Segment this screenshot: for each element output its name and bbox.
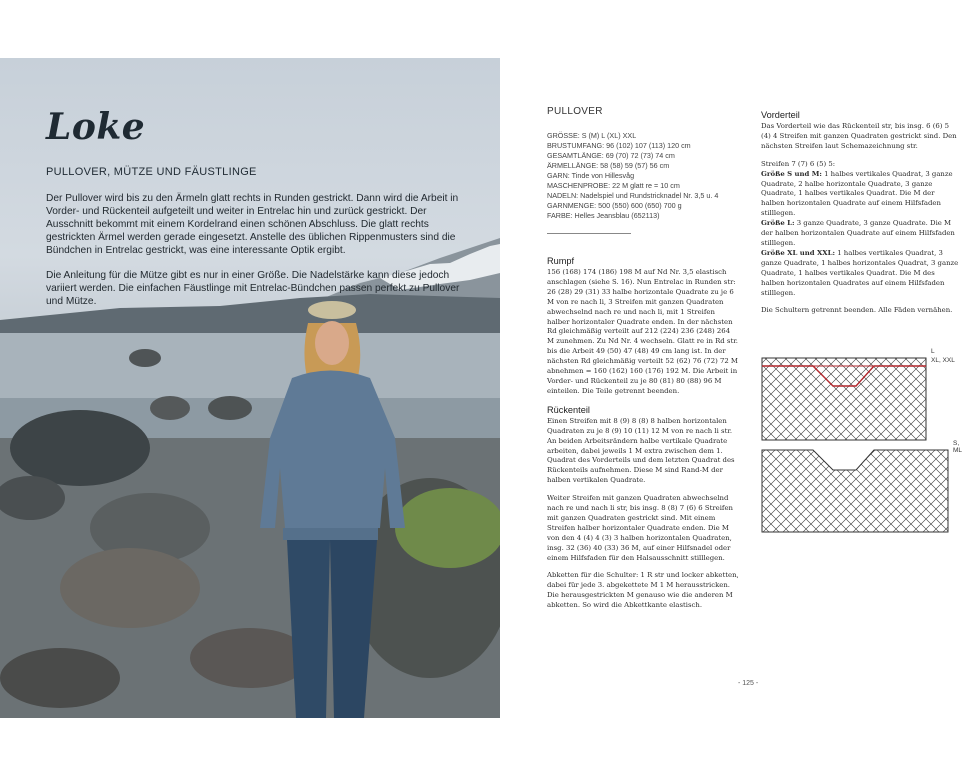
size-s-m-label: Größe S und M: — [761, 169, 822, 178]
spec-chest: BRUSTUMFANG: 96 (102) 107 (113) 120 cm — [547, 141, 691, 150]
divider — [547, 233, 631, 234]
spec-needles: NADELN: Nadelspiel und Rundstricknadel Nr. 3,5 u. 4 — [547, 191, 719, 200]
rueckenteil-text-2: Weiter Streifen mit ganzen Quadraten abwechselnd nach re und nach li str, bis insg. 8 (8) 7 (6) 6 Streifen mit ganzen Quadraten gestrickt sind. Mit einem Streifen halber horizontaler Quadrate enden. Die M von den 4 (4) 4 (3) 3 halben horizontalen Quadraten, insg. 32 (36) 40 (33) 36 M, auf einer Hilfsnadel oder einem Hilfsfaden für den Halsausschnitt stilllegen. — [547, 494, 733, 562]
schema-label-l: L — [931, 348, 935, 355]
spec-yarn: GARN: Tinde von Hillesvåg — [547, 171, 635, 180]
vorderteil-streifen: Streifen 7 (7) 6 (5) 5: — [761, 159, 836, 168]
schematic-front — [762, 358, 926, 440]
size-xl-instructions — [761, 249, 959, 299]
schematic-diagrams — [761, 348, 963, 559]
rock — [10, 410, 150, 486]
rock — [150, 396, 190, 420]
pattern-subtitle: PULLOVER, MÜTZE UND FÄUSTLINGE — [46, 166, 257, 178]
face — [315, 321, 349, 365]
spec-length: GESAMTLÄNGE: 69 (70) 72 (73) 74 cm — [547, 151, 675, 160]
page-number: - 125 - — [738, 680, 759, 687]
rueckenteil-text-3: Abketten für die Schulter: 1 R str und locker abketten, dabei für jede 3. abgekettete M 1 M herausstricken. Die herausgestrickten M genauso wie die anderen M abketten. So wird die Abkettkante elastisch. — [547, 571, 739, 610]
spec-color: FARBE: Helles Jeansblau (652113) — [547, 211, 660, 220]
back-outline — [762, 450, 948, 532]
spec-size: GRÖSSE: S (M) L (XL) XXL — [547, 131, 637, 140]
moss-patch — [395, 488, 500, 568]
rumpf-text: 156 (168) 174 (186) 198 M auf Nd Nr. 3,5 elastisch anschlagen (siehe S. 16). Nun Entrelac in Runden str: 26 (28) 29 (31) 33 halbe horizontale Quadrate zu je 6 M von re nach li, 3 Streifen mit ganzen Quadraten abwechselnd nach re und nach li, mit 1 Streifen halber horizontaler Quadrate enden. In der nächsten Rd gleichmäßig verteilt auf 212 (224) 236 (248) 264 M zunehmen. Zu Nd Nr. 4 wechseln. Glatt re in Rd str. bis die Arbeit 49 (50) 47 (48) 49 cm lang ist. In der nächsten Rd gleichmäßig verteilt 52 (62) 76 (72) 72 M abnehmen = 160 (162) 160 (176) 192 M. Die Arbeit in Vorder- und Rückenteil zu je 80 (81) 80 (88) 96 M einteilen. Die Teile getrennt beenden. — [547, 268, 738, 395]
pattern-title: Loke — [46, 106, 146, 148]
front-outline — [762, 358, 926, 440]
size-xl-text: 1 halbes vertikales Quadrat, 3 ganze Quadrate, 1 halbes horizontales Quadrat, 3 ganze Quadrate, 1 halbes vertikales Quadrat. Die M des halben horizontalen Quadrates auf einem Hilfsfaden stilllegen. — [761, 248, 959, 297]
spec-gauge: MASCHENPROBE: 22 M glatt re = 10 cm — [547, 181, 680, 190]
size-l-instructions — [761, 219, 959, 249]
size-s-m-text: 1 halbes vertikales Quadrat, 3 ganze Quadrate, 2 halbe horizontale Quadrate, 3 ganze Quadrate, 1 halbes vertikales Quadrat. Die M der halben horizontalen Quadrate auf einem Hilfsfaden stilllegen. — [761, 169, 953, 218]
rock — [0, 648, 120, 708]
instructions-column-1 — [547, 106, 739, 619]
book-spread — [0, 58, 972, 718]
title-overlay — [46, 106, 461, 320]
intro-paragraph-2: Die Anleitung für die Mütze gibt es nur in einer Größe. Die Nadelstärke kann diese jedoch variiert werden. Die einfachen Fäustlinge mit Entrelac-Bündchen passen perfekt zu Pullover und Mütze. — [46, 270, 460, 307]
size-s-m-instructions — [761, 170, 959, 220]
size-xl-label: Größe XL und XXL: — [761, 248, 836, 257]
schematic-back — [762, 450, 948, 532]
rock — [129, 349, 161, 367]
rueckenteil-heading: Rückenteil — [547, 404, 590, 415]
intro-paragraph-1: Der Pullover wird bis zu den Ärmeln glatt rechts in Runden gestrickt. Dann wird die Arbeit in Vorder- und Rückenteil aufgeteilt und weiter in Entrelac hin und zurück gestrickt. Der Ausschnitt bekommt mit einem Kordelrand einen schönen Abschluss. Die glatt rechts gestrickten Ärmel werden gerade eingesetzt. Anstelle des üblichen Rippenmusters sind die Bündchen in Entrelac gestrickt, was eine interessante Optik ergibt. — [46, 193, 459, 256]
schema-label-s-ml: S, ML — [953, 440, 963, 454]
schema-label-xl: XL, XXL — [931, 357, 955, 364]
size-l-text: 3 ganze Quadrate, 3 ganze Quadrate. Die M der halben horizontalen Quadrate auf einem Hilfsfaden stilllegen. — [761, 219, 955, 247]
entrelac-schematic — [761, 354, 961, 554]
photo-page — [0, 58, 500, 718]
instructions-page — [500, 58, 972, 718]
instructions-column-2 — [761, 110, 959, 324]
vorderteil-heading: Vorderteil — [761, 110, 800, 120]
sweater-hem — [283, 528, 378, 540]
spec-sleeve: ÄRMELLÄNGE: 58 (58) 59 (57) 56 cm — [547, 161, 670, 170]
rock — [60, 548, 200, 628]
size-l-label: Größe L: — [761, 219, 795, 228]
spec-list — [547, 131, 739, 221]
spec-amount: GARNMENGE: 500 (550) 600 (650) 700 g — [547, 201, 682, 210]
rueckenteil-text-1: Einen Streifen mit 8 (9) 8 (8) 8 halben horizontalen Quadraten zu je 8 (9) 10 (11) 12 M von re nach li str. An beiden Arbeitsrändern halbe vertikale Quadrate arbeiten, dabei jeweils 1 M extra zwischen dem 1. Quadrat des Vorderteils und dem letzten Quadrat des Rückenteils aufnehmen. Diese M sind Rand-M der halben vertikalen Quadrate. — [547, 416, 735, 485]
rumpf-heading: Rumpf — [547, 256, 575, 266]
section-title: PULLOVER — [547, 106, 603, 117]
vorderteil-text-1: Das Vorderteil wie das Rückenteil str, bis insg. 6 (6) 5 (4) 4 Streifen mit ganzen Quadraten gestrickt sind. Den nächsten Streifen laut Schemazeichnung str. — [761, 122, 957, 150]
vorderteil-end: Die Schultern getrennt beenden. Alle Fäden vernähen. — [761, 306, 953, 315]
rock — [208, 396, 252, 420]
